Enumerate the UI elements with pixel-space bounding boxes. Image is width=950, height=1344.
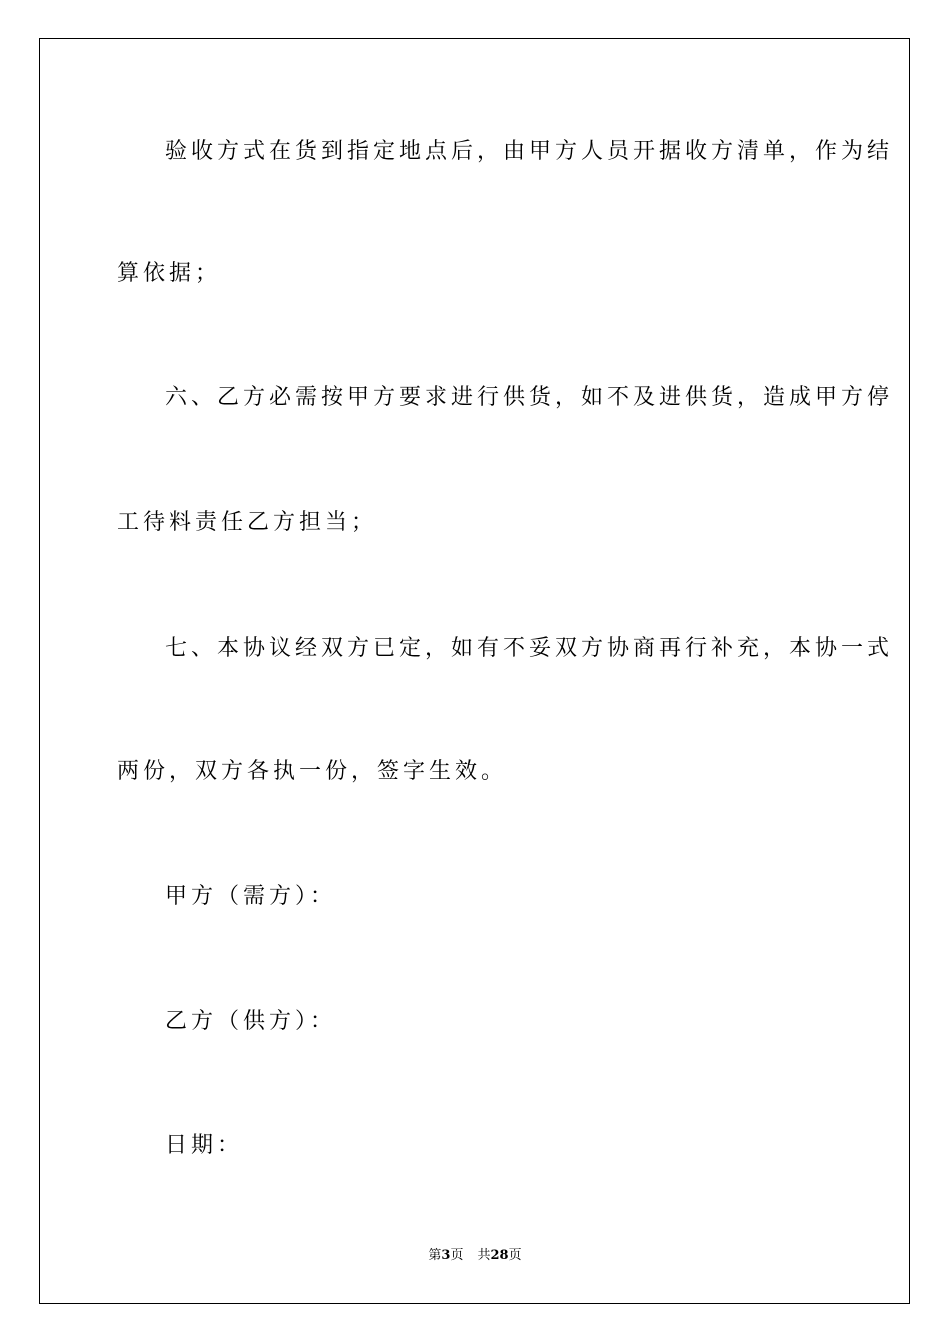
page-border	[39, 38, 910, 1304]
total-pages: 28	[490, 1248, 509, 1263]
page-number: 3	[441, 1248, 451, 1263]
page-footer	[0, 1247, 950, 1265]
total-suffix: 页	[508, 1248, 522, 1263]
clause-six: 六、乙方必需按甲方要求进行供货，如不及进供货，造成甲方停	[165, 385, 894, 410]
page-prefix: 第	[428, 1248, 442, 1263]
clause-six-cont: 工待料责任乙方担当；	[117, 510, 378, 535]
party-a-signature-label: 甲方（需方）：	[165, 884, 337, 909]
paragraph-acceptance-method: 验收方式在货到指定地点后，由甲方人员开据收方清单，作为结	[165, 139, 894, 164]
total-prefix: 共	[477, 1248, 491, 1263]
party-b-signature-label: 乙方（供方）：	[165, 1009, 337, 1034]
clause-seven-cont: 两份，双方各执一份，签字生效。	[117, 759, 508, 784]
paragraph-acceptance-method-cont: 算依据；	[117, 261, 222, 286]
page-suffix: 页	[450, 1248, 464, 1263]
date-label: 日期：	[165, 1133, 244, 1158]
clause-seven: 七、本协议经双方已定，如有不妥双方协商再行补充，本协一式	[165, 636, 894, 661]
